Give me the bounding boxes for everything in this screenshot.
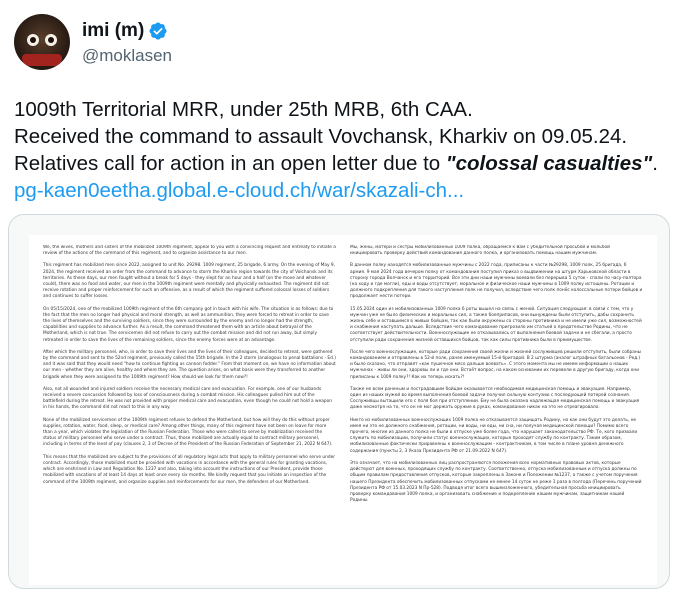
letter-paragraph: 15.05.2024 один из мобилизованных 1009 полка 6 роты вышел на связь с женой. Ситуация следующая: в связи с тем, что у мужчин уже не было физических и моральных сил, а также боеприпасов, они вынуждены были отступить, дабы сохранить жизнь себе и оставшимся в живых бойцам, так как были окружены со стороны противника и не имели уже сил, возможностей и снабжения наступать дальше. Вследствие чего командование пригрозило им статьей о предательстве Родины, что не соответствует действительности. Военнослужащие не отказывались от выполнения боевой задачи и не сбегали, а просто отступили ради сохранения жизней оставшихся бойцов, так как силы противника были в преимуществе. bbox=[350, 306, 642, 343]
avatar[interactable] bbox=[14, 14, 70, 70]
tweet-line-1: 1009th Territorial MRR, under 25th MRB, 6th CAA. bbox=[14, 98, 473, 121]
tweet-line-3-suffix: . bbox=[652, 152, 658, 175]
letter-paragraph: We, the wives, mothers and sisters of the mobilized 1009th regiment, appeal to you with a convincing request and entreaty to initiate a review of the actions of the command of this regiment, and to organize assistance to our men. bbox=[43, 245, 336, 257]
tweet-emphasis: "colossal casualties" bbox=[445, 152, 653, 175]
tweet-link[interactable]: pg-kaen0eetha.global.e-cloud.ch/war/skazali-ch... bbox=[14, 179, 465, 202]
letter-paragraph: Также не всем раненым и пострадавшим бойцам оказывается необходимая медицинская помощь и эвакуация. Например, один из наших мужей во время выполнения боевой задачи получил сильную контузию с последующей потерей сознания. Сослуживцы вытащили его с поля боя при отступлении. Ему не была оказана надлежащая медицинская помощь и эвакуация даже несмотря на то, что он не мог держать оружие в руках, командование никак на это не отреагировало. bbox=[350, 386, 640, 411]
letter-column-english bbox=[43, 245, 336, 575]
letter-paragraph: On 05/15/2024, one of the mobilized 1009th regiment of the 6th company got in touch with his wife. The situation is as follows: due to the fact that the men no longer had physical and moral strength, as well as ammunition, they were forced to retreat in order to save the lives of themselves and the surviving soldiers, since they were surrounded by the enemy and no longer had the strength, capabilities and supplies to advance further. As a result, the command threatened them with an article about betrayal of the Motherland, which is not true. The servicemen did not refuse to carry out the combat mission and did not run away, but simply retreated in order to save the lives of the remaining soldiers, since the enemy forces were at an advantage. bbox=[43, 306, 334, 343]
avatar-eye-right bbox=[45, 34, 57, 46]
letter-paragraph: После чего военнослужащие, которые ради сохранения своей жизни и жизней сослуживцев решили отступить, были собраны командованием и отправлены в 52-й полк, ранее именуемый 15-й бригадой. В 2 штурма (аналог штрафных батальонов - Ред.) и было сказано, что отправят «как пушечное мясо дальше воевать». С этого момента мы не имеем информации о наших мужчинах - живы ли они, здоровы ли и где они. Встаёт вопрос, на каком основании их перевели в другую бригаду, когда они приписаны к 1009 полку?! Как их теперь искать?! bbox=[350, 349, 642, 380]
letter-paragraph: After which the military personnel, who, in order to save their lives and the lives of their colleagues, decided to retreat, were gathered by the command and sent to the 52nd regiment, previously called the 15th brigade. In the 2 storm (analogous to penal battalions - Ed.) and it was said that they would need "how to continue fighting as cannon fodder." From that moment on, we have no information about our men - whether they are alive, healthy and where they are. The question arises, on what basis were they transferred to another brigade when they were assigned to the 1009th regiment? How should we look for them now?! bbox=[43, 349, 336, 380]
letter-paragraph: This regiment has mobilized men since 2022, assigned to unit No. 29298. 1009 regiment, 25 brigade, 6 army. On the evening of May 9, 2024, the regiment received an order from the command to advance to storm the Kharkiv region towards the city of Volchansk and its territories. As these days, our men fought without a break for 5 days - they slept for an hour and a half (on the move and whatever could), there was no food and water, our men in the 1009th regiment were mentally and physically exhausted. The regiment did not receive rotation and proper reinforcement for such an offensive, as a result of which the regiment suffered colossal losses of soldiers and continues to suffer losses. bbox=[43, 263, 336, 300]
letter-column-russian bbox=[350, 245, 643, 575]
tweet-line-3 bbox=[14, 150, 674, 177]
letter-paragraph: Это означает, что на мобилизованных лиц распространяются положения всех нормативных правовых актов, которые действуют для военных, проходящих службу по контракту. Соответственно, отпуска мобилизованным и отпуска должны по общим правилам предоставления отпусков, которые закреплены в Законе и Положении №1237, а также с учетом поручения нашего Президента обеспечить мобилизованных отпусками не менее 14 суток не реже 1 раза в полгода (Перечень поручений Президента РФ от 15.03.2023 N Пр-528). Подводя итог всего вышеизложенного, убедительная просьба инициировать проверку командования 1009 полка, и организовать снабжение и подкрепление нашим мужчинам, защитникам нашей Родины. bbox=[350, 460, 642, 504]
letter-paragraph: Мы, жены, матери и сестры мобилизованных 1009 полка, обращаемся к Вам с убедительной просьбой и мольбой инициировать проверку действий командования данного полка, и организовать помощь нашим мужчинам. bbox=[350, 245, 610, 257]
letter-paragraph: None of the mobilized servicemen of the 1009th regiment refuses to defend the Motherland, but how will they do this without proper supplies, rotation, water, food, sleep, or medical care? Among other things, many of this regiment have not been on leave for more than a year, which violates the legislation of the Russian Federation. Those who were called to serve by mobilization received the status of military personnel who serve under a contract. Thus, those mobilized are actually equal to contract military personnel, including in terms of the level of pay (clauses 2, 3 of Decree of the President of the Russian Federation of September 21, 2022 N 647). bbox=[43, 417, 333, 448]
tweet-line-2: Received the command to assault Vovchansk, Kharkiv on 09.05.24. bbox=[14, 125, 628, 148]
avatar-eye-left bbox=[27, 34, 39, 46]
letter-paragraph: В данном полку находятся мобилизованные мужчины с 2022 года, приписаны к части №29298, 1009 полк, 25 бригада, 6 армия. 9 мая 2024 года вечером полку от командования поступил приказ о выдвижении на штурм Харьковской области в сторону города Волчанск и его территорий. Все эти дни наши мужчины воевали без перерыва 5 суток - спали по часу-полтора (на ходу и где могли), еды и воды отсутствует, моральное и физическое наши мужчины в 1009 полку истощены. Ротации и должного подкрепления для такого наступления полк не получил, вследствие чего полк понёс колоссальные потери бойцов и продолжает нести потери. bbox=[350, 263, 643, 300]
verified-badge-icon bbox=[148, 21, 168, 41]
author-display-name[interactable]: imi (m) bbox=[82, 20, 145, 41]
avatar-mouth bbox=[22, 54, 62, 66]
letter-paragraph: Никто из мобилизованных военнослужащих 1009 полка не отказывается защищать Родину, но как они будут это делать, не имея ни это не должного снабжения, ротации, ни воды, ни еды, ни сна, ни получая медицинской помощи? Помимо всего прочего, многие из данного полка не были в отпуске уже более года, что нарушает законодательство РФ. Те, кого призвали служить по мобилизации, получили статус военнослужащих, которые проходят службу по контракту. Таким образом, мобилизованные фактически приравнены к военнослужащим - контрактникам, в том числе в плане уровня денежного содержания (пункты 2, 3 Указа Президента РФ от 21.09.2022 N 647). bbox=[350, 417, 638, 454]
author-name-row bbox=[82, 20, 168, 42]
author-handle[interactable]: @moklasen bbox=[82, 46, 173, 65]
tweet-header bbox=[14, 13, 664, 71]
letter-document bbox=[29, 235, 657, 585]
tweet-line-3-prefix: Relatives call for action in an open letter due to bbox=[14, 152, 446, 175]
letter-paragraph: This means that the mobilized are subject to the provisions of all regulatory legal acts that apply to military personnel who serve under contract. Accordingly, those mobilized must be provided with vacations in accordance with the general rules for granting vacations, which are enshrined in Law and Regulation No. 1237 and also, taking into account the instructions of our President, provide those mobilized with vacations of at least 14 days at least once every six months. We kindly request that you initiate an inspection of the command of the 1009th regiment, and organize supplies and reinforcements for our men, the defenders of our Motherland. bbox=[43, 454, 335, 485]
letter-paragraph: Also, not all wounded and injured soldiers receive the necessary medical care and evacuation. For example, one of our husbands received a severe concussion followed by loss of consciousness during a combat mission. His colleagues pulled him out of the battlefield during the retreat. He was not provided with proper medical care and evacuation, even though he could not hold a weapon in his hands, the command did not react to this in any way. bbox=[43, 386, 332, 411]
media-image[interactable] bbox=[8, 214, 670, 589]
tweet-text bbox=[14, 96, 674, 204]
